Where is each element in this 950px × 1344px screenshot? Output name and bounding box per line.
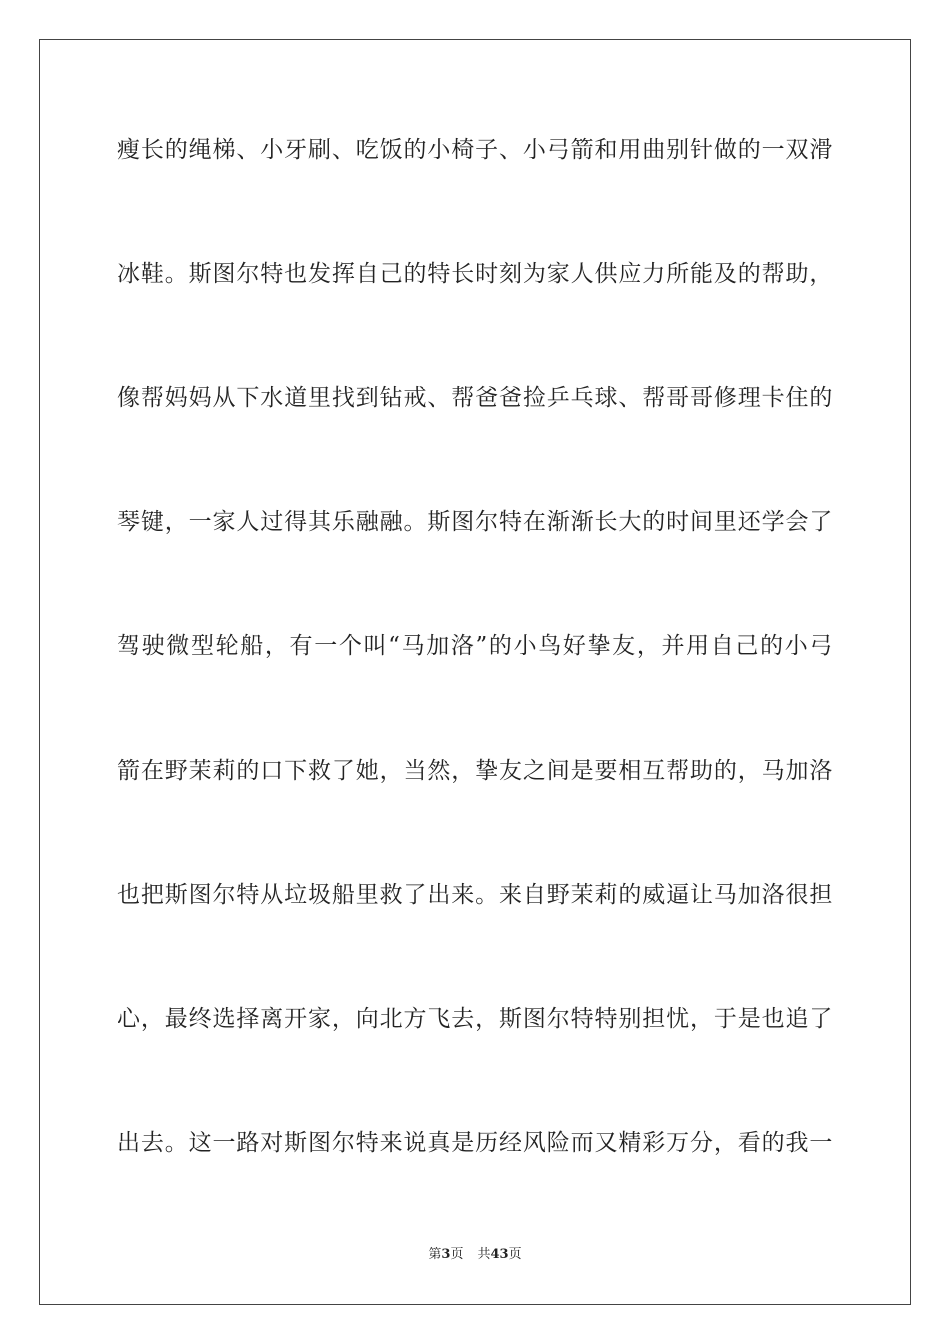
body-text-line-9: 出去。这一路对斯图尔特来说真是历经风险而又精彩万分，看的我一 <box>117 1130 833 1156</box>
total-pages: 43 <box>490 1247 509 1262</box>
page-number: 3 <box>441 1247 451 1262</box>
body-text-line-5: 驾驶微型轮船，有一个叫“马加洛”的小鸟好挚友，并用自己的小弓 <box>117 633 833 659</box>
body-text-line-8: 心，最终选择离开家，向北方飞去，斯图尔特特别担忧，于是也追了 <box>117 1006 833 1032</box>
body-text-line-2: 冰鞋。斯图尔特也发挥自己的特长时刻为家人供应力所能及的帮助， <box>117 261 833 287</box>
page-suffix: 页 <box>450 1247 464 1262</box>
body-text-line-6: 箭在野茉莉的口下救了她，当然，挚友之间是要相互帮助的，马加洛 <box>117 758 833 784</box>
body-text-line-4: 琴键，一家人过得其乐融融。斯图尔特在渐渐长大的时间里还学会了 <box>117 509 833 535</box>
total-suffix: 页 <box>508 1247 522 1262</box>
page-footer <box>0 1246 950 1264</box>
body-text-line-7: 也把斯图尔特从垃圾船里救了出来。来自野茉莉的威逼让马加洛很担 <box>117 882 833 908</box>
total-prefix: 共 <box>477 1247 491 1262</box>
page-prefix: 第 <box>428 1247 442 1262</box>
body-text-line-3: 像帮妈妈从下水道里找到钻戒、帮爸爸捡乒乓球、帮哥哥修理卡住的 <box>117 385 833 411</box>
body-text-line-1: 瘦长的绳梯、小牙刷、吃饭的小椅子、小弓箭和用曲别针做的一双滑 <box>117 137 833 163</box>
page-border <box>39 39 911 1305</box>
